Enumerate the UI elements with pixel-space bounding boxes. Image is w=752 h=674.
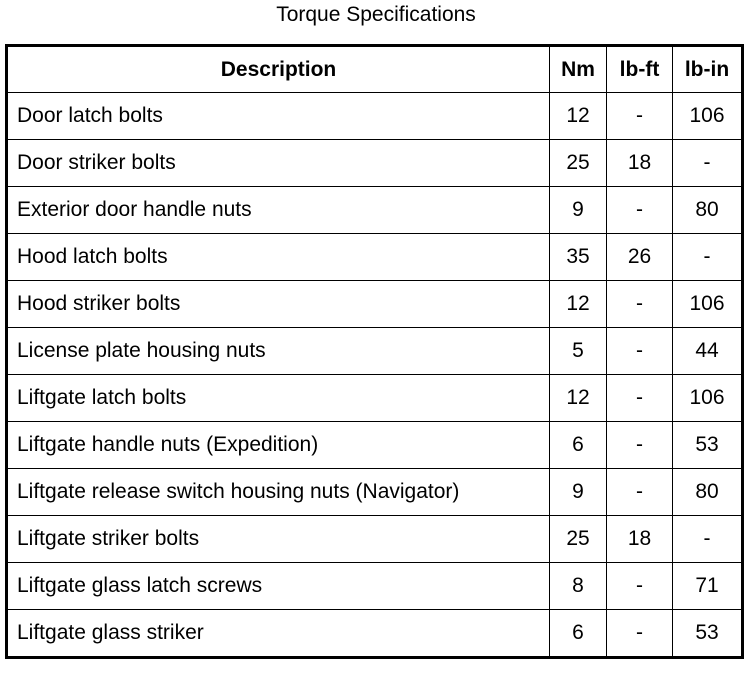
cell-lb-in: 80: [673, 469, 743, 516]
table-header-row: [7, 46, 743, 93]
document-title: Torque Specifications: [276, 3, 476, 26]
cell-description: Door striker bolts: [7, 140, 550, 187]
cell-lb-ft: -: [607, 93, 673, 140]
cell-lb-in: 53: [673, 610, 743, 658]
cell-nm: 5: [550, 328, 607, 375]
cell-lb-in: 80: [673, 187, 743, 234]
torque-spec-table: [5, 44, 744, 659]
cell-lb-ft: 18: [607, 516, 673, 563]
header-lb-in: lb-in: [673, 46, 743, 93]
cell-lb-in: 106: [673, 375, 743, 422]
cell-nm: 12: [550, 375, 607, 422]
cell-lb-in: -: [673, 234, 743, 281]
cell-description: Liftgate glass latch screws: [7, 563, 550, 610]
table-row: [7, 93, 743, 140]
table-row: [7, 469, 743, 516]
cell-nm: 12: [550, 281, 607, 328]
table-row: [7, 516, 743, 563]
table-row: [7, 610, 743, 658]
cell-lb-ft: -: [607, 469, 673, 516]
table-body: [7, 93, 743, 658]
cell-lb-in: -: [673, 140, 743, 187]
cell-lb-ft: -: [607, 563, 673, 610]
cell-lb-ft: -: [607, 328, 673, 375]
cell-description: Door latch bolts: [7, 93, 550, 140]
cell-description: License plate housing nuts: [7, 328, 550, 375]
header-lb-ft: lb-ft: [607, 46, 673, 93]
cell-lb-ft: -: [607, 375, 673, 422]
cell-description: Liftgate striker bolts: [7, 516, 550, 563]
cell-lb-ft: 26: [607, 234, 673, 281]
cell-nm: 25: [550, 516, 607, 563]
cell-lb-ft: -: [607, 187, 673, 234]
cell-lb-in: -: [673, 516, 743, 563]
table-row: [7, 375, 743, 422]
cell-lb-in: 53: [673, 422, 743, 469]
cell-description: Exterior door handle nuts: [7, 187, 550, 234]
cell-lb-in: 106: [673, 281, 743, 328]
cell-lb-ft: -: [607, 422, 673, 469]
cell-description: Liftgate glass striker: [7, 610, 550, 658]
table-row: [7, 281, 743, 328]
cell-nm: 6: [550, 422, 607, 469]
cell-description: Liftgate latch bolts: [7, 375, 550, 422]
cell-description: Hood striker bolts: [7, 281, 550, 328]
table-row: [7, 328, 743, 375]
table-row: [7, 234, 743, 281]
cell-description: Liftgate handle nuts (Expedition): [7, 422, 550, 469]
cell-lb-in: 106: [673, 93, 743, 140]
header-nm: Nm: [550, 46, 607, 93]
cell-nm: 6: [550, 610, 607, 658]
cell-lb-in: 71: [673, 563, 743, 610]
table-row: [7, 140, 743, 187]
cell-nm: 25: [550, 140, 607, 187]
cell-nm: 9: [550, 469, 607, 516]
table-row: [7, 563, 743, 610]
table-row: [7, 422, 743, 469]
cell-lb-ft: 18: [607, 140, 673, 187]
cell-lb-ft: -: [607, 281, 673, 328]
cell-description: Liftgate release switch housing nuts (Navigator): [7, 469, 550, 516]
cell-description: Hood latch bolts: [7, 234, 550, 281]
cell-nm: 12: [550, 93, 607, 140]
cell-nm: 8: [550, 563, 607, 610]
table-row: [7, 187, 743, 234]
header-description: Description: [7, 46, 550, 93]
cell-lb-ft: -: [607, 610, 673, 658]
cell-nm: 35: [550, 234, 607, 281]
cell-nm: 9: [550, 187, 607, 234]
cell-lb-in: 44: [673, 328, 743, 375]
